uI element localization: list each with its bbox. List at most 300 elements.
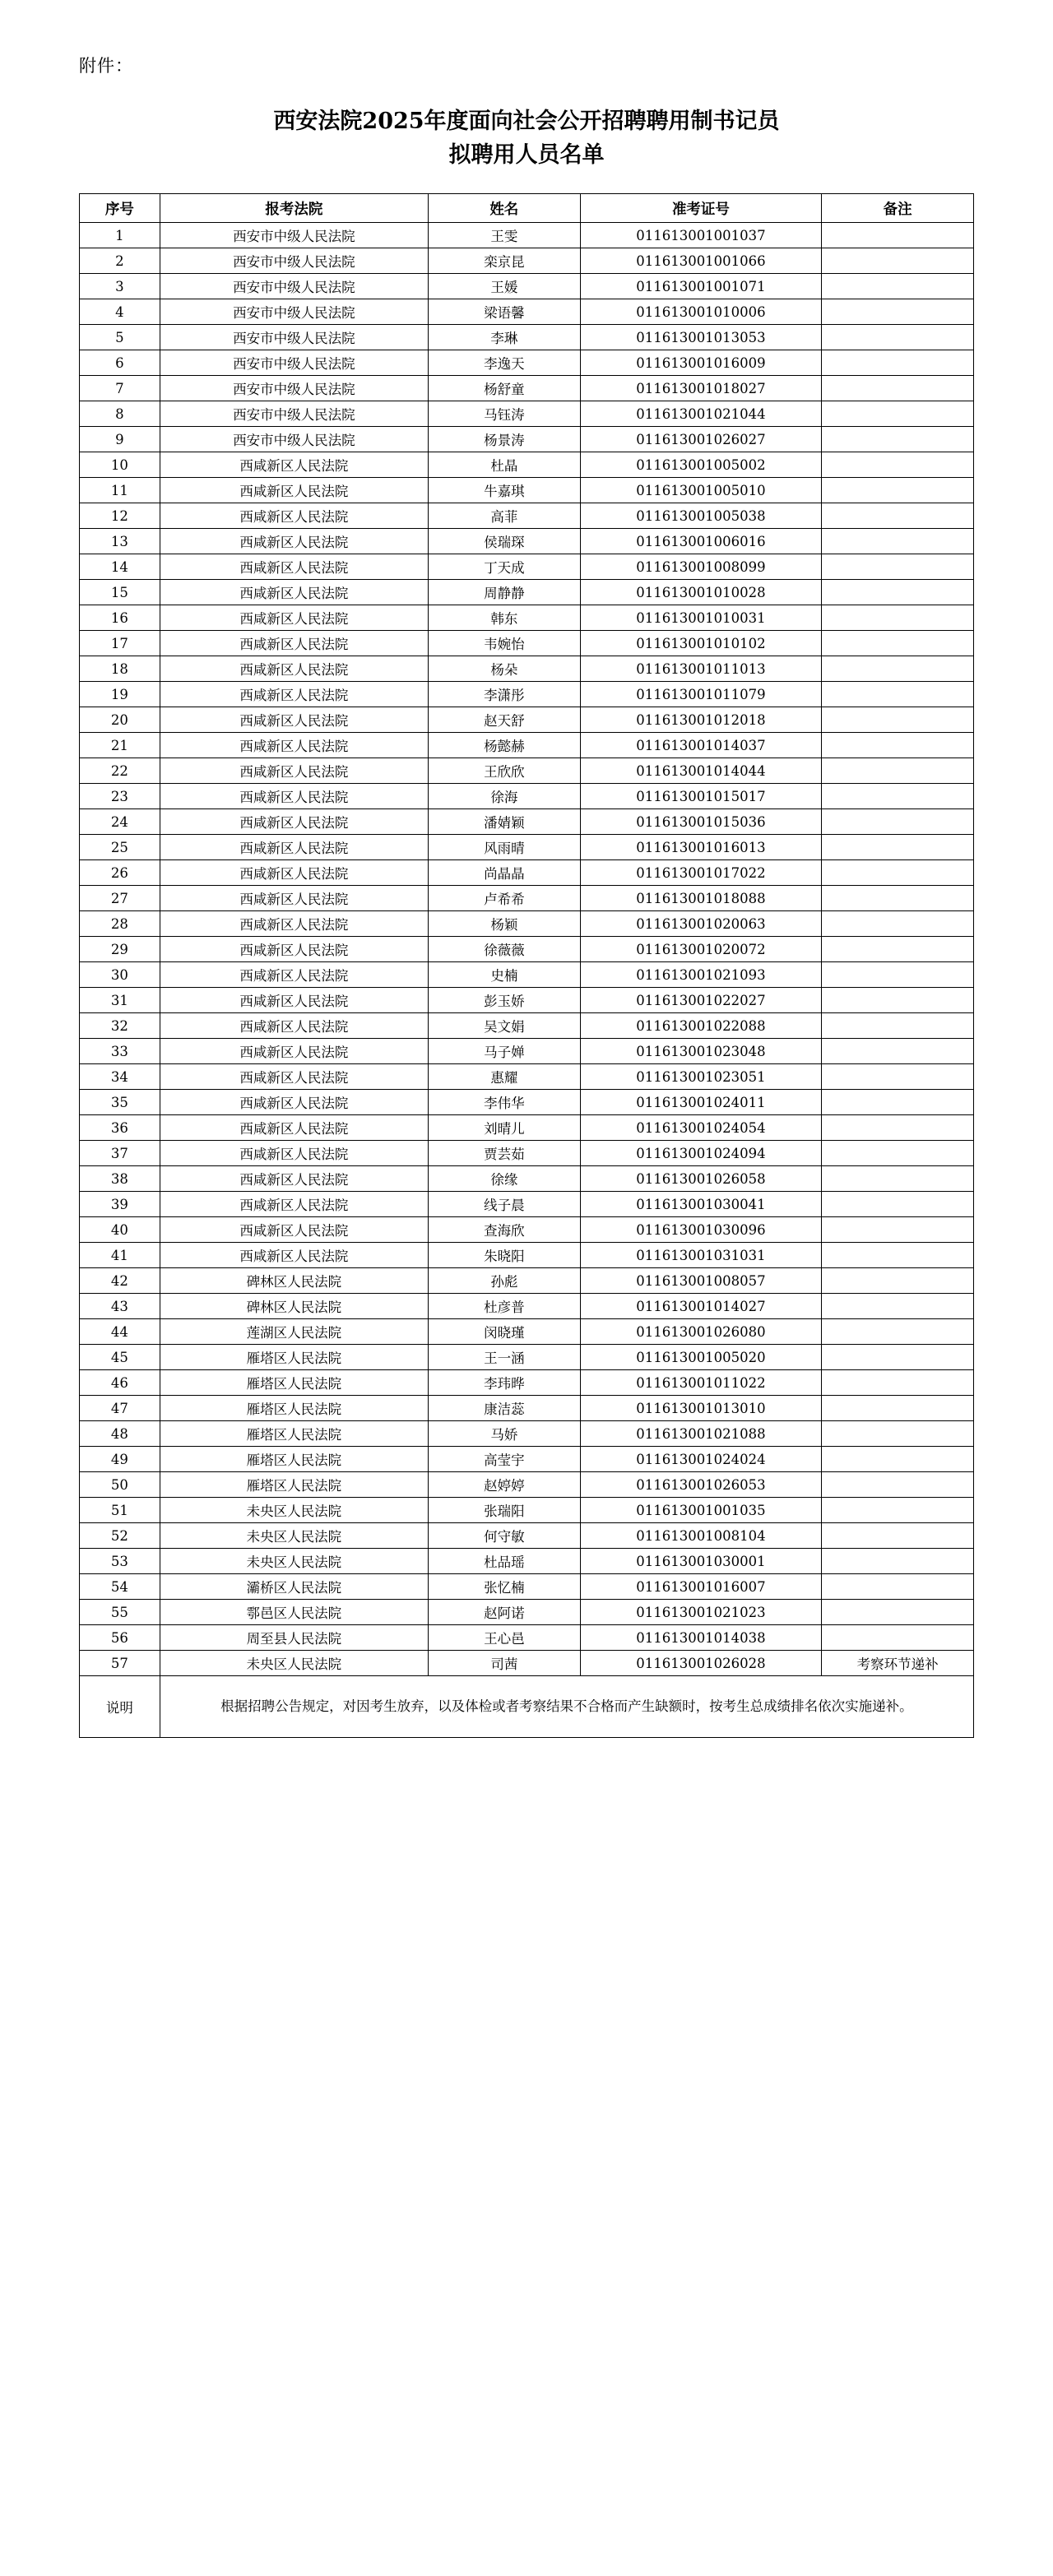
row-note — [822, 1192, 974, 1217]
row-ticket: 011613001023048 — [580, 1039, 821, 1064]
row-court: 雁塔区人民法院 — [160, 1421, 428, 1447]
row-court: 碑林区人民法院 — [160, 1268, 428, 1294]
row-note — [822, 554, 974, 580]
row-index: 24 — [80, 809, 160, 835]
table-row — [80, 733, 974, 758]
footnote-label: 说明 — [80, 1676, 160, 1738]
row-name: 杨颖 — [428, 911, 580, 937]
column-header-index: 序号 — [80, 194, 160, 223]
row-name: 杜品瑶 — [428, 1549, 580, 1574]
row-court: 西安市中级人民法院 — [160, 223, 428, 248]
row-note — [822, 1141, 974, 1166]
table-row — [80, 1370, 974, 1396]
row-court: 西咸新区人民法院 — [160, 554, 428, 580]
table-row — [80, 580, 974, 605]
footnote-text: 根据招聘公告规定，对因考生放弃，以及体检或者考察结果不合格而产生缺额时，按考生总成绩排名依次实施递补。 — [160, 1676, 973, 1738]
row-name: 潘婧颖 — [428, 809, 580, 835]
attachment-label: 附件： — [79, 56, 133, 76]
row-court: 西咸新区人民法院 — [160, 809, 428, 835]
row-ticket: 011613001012018 — [580, 707, 821, 733]
row-name: 李玮晔 — [428, 1370, 580, 1396]
row-name: 朱晓阳 — [428, 1243, 580, 1268]
row-note — [822, 656, 974, 682]
table-row — [80, 1421, 974, 1447]
column-header-court: 报考法院 — [160, 194, 428, 223]
table-row — [80, 1523, 974, 1549]
row-note — [822, 784, 974, 809]
row-index: 52 — [80, 1523, 160, 1549]
row-note — [822, 274, 974, 299]
row-court: 西安市中级人民法院 — [160, 248, 428, 274]
row-index: 15 — [80, 580, 160, 605]
row-court: 西安市中级人民法院 — [160, 299, 428, 325]
column-header-name: 姓名 — [428, 194, 580, 223]
row-ticket: 011613001014038 — [580, 1625, 821, 1651]
row-index: 4 — [80, 299, 160, 325]
table-row — [80, 758, 974, 784]
row-court: 西咸新区人民法院 — [160, 1115, 428, 1141]
row-index: 57 — [80, 1651, 160, 1676]
table-row — [80, 452, 974, 478]
table-row — [80, 376, 974, 401]
row-name: 徐海 — [428, 784, 580, 809]
row-name: 徐缘 — [428, 1166, 580, 1192]
table-row — [80, 1013, 974, 1039]
row-index: 45 — [80, 1345, 160, 1370]
row-name: 李潇彤 — [428, 682, 580, 707]
row-ticket: 011613001024024 — [580, 1447, 821, 1472]
row-name: 马子婵 — [428, 1039, 580, 1064]
row-note — [822, 860, 974, 886]
row-name: 梁语馨 — [428, 299, 580, 325]
row-index: 42 — [80, 1268, 160, 1294]
table-row — [80, 274, 974, 299]
row-name: 风雨晴 — [428, 835, 580, 860]
table-row — [80, 1574, 974, 1600]
table-row — [80, 1064, 974, 1090]
row-name: 王心邑 — [428, 1625, 580, 1651]
row-name: 牛嘉琪 — [428, 478, 580, 503]
row-court: 雁塔区人民法院 — [160, 1370, 428, 1396]
row-court: 西安市中级人民法院 — [160, 427, 428, 452]
row-name: 李琳 — [428, 325, 580, 350]
row-ticket: 011613001005020 — [580, 1345, 821, 1370]
row-court: 雁塔区人民法院 — [160, 1345, 428, 1370]
page-title — [141, 105, 912, 172]
table-row — [80, 911, 974, 937]
row-name: 韩东 — [428, 605, 580, 631]
row-index: 39 — [80, 1192, 160, 1217]
row-name: 栾京昆 — [428, 248, 580, 274]
row-note — [822, 503, 974, 529]
row-court: 碑林区人民法院 — [160, 1294, 428, 1319]
row-index: 49 — [80, 1447, 160, 1472]
row-name: 李伟华 — [428, 1090, 580, 1115]
row-court: 西咸新区人民法院 — [160, 529, 428, 554]
row-court: 西咸新区人民法院 — [160, 860, 428, 886]
row-name: 丁天成 — [428, 554, 580, 580]
row-note — [822, 1370, 974, 1396]
row-court: 西安市中级人民法院 — [160, 274, 428, 299]
table-row — [80, 988, 974, 1013]
row-name: 杨懿赫 — [428, 733, 580, 758]
row-ticket: 011613001020063 — [580, 911, 821, 937]
row-note — [822, 1013, 974, 1039]
row-name: 尚晶晶 — [428, 860, 580, 886]
row-court: 未央区人民法院 — [160, 1549, 428, 1574]
row-name: 彭玉娇 — [428, 988, 580, 1013]
row-ticket: 011613001001037 — [580, 223, 821, 248]
row-name: 卢希希 — [428, 886, 580, 911]
row-note — [822, 1523, 974, 1549]
row-ticket: 011613001001066 — [580, 248, 821, 274]
row-court: 周至县人民法院 — [160, 1625, 428, 1651]
row-index: 54 — [80, 1574, 160, 1600]
table-row — [80, 427, 974, 452]
row-index: 43 — [80, 1294, 160, 1319]
row-ticket: 011613001008099 — [580, 554, 821, 580]
row-ticket: 011613001017022 — [580, 860, 821, 886]
row-ticket: 011613001020072 — [580, 937, 821, 962]
row-ticket: 011613001010031 — [580, 605, 821, 631]
table-row — [80, 1498, 974, 1523]
column-header-note: 备注 — [822, 194, 974, 223]
row-index: 16 — [80, 605, 160, 631]
row-ticket: 011613001021088 — [580, 1421, 821, 1447]
row-name: 康洁蕊 — [428, 1396, 580, 1421]
row-name: 刘晴儿 — [428, 1115, 580, 1141]
roster-body — [80, 223, 974, 1676]
row-index: 8 — [80, 401, 160, 427]
row-note: 考察环节递补 — [822, 1651, 974, 1676]
row-index: 20 — [80, 707, 160, 733]
row-note — [822, 733, 974, 758]
table-row — [80, 1345, 974, 1370]
row-index: 28 — [80, 911, 160, 937]
row-name: 史楠 — [428, 962, 580, 988]
row-index: 18 — [80, 656, 160, 682]
row-ticket: 011613001005038 — [580, 503, 821, 529]
row-index: 3 — [80, 274, 160, 299]
row-court: 西咸新区人民法院 — [160, 707, 428, 733]
row-note — [822, 1090, 974, 1115]
table-row — [80, 1090, 974, 1115]
row-note — [822, 580, 974, 605]
row-ticket: 011613001030041 — [580, 1192, 821, 1217]
row-ticket: 011613001010028 — [580, 580, 821, 605]
row-index: 14 — [80, 554, 160, 580]
table-row — [80, 835, 974, 860]
row-note — [822, 427, 974, 452]
table-row — [80, 1651, 974, 1676]
row-court: 西咸新区人民法院 — [160, 886, 428, 911]
row-index: 48 — [80, 1421, 160, 1447]
table-row — [80, 299, 974, 325]
row-ticket: 011613001030001 — [580, 1549, 821, 1574]
row-name: 孙彪 — [428, 1268, 580, 1294]
row-note — [822, 631, 974, 656]
row-court: 西咸新区人民法院 — [160, 733, 428, 758]
row-ticket: 011613001008104 — [580, 1523, 821, 1549]
row-court: 西咸新区人民法院 — [160, 656, 428, 682]
row-name: 赵阿诺 — [428, 1600, 580, 1625]
table-row — [80, 1268, 974, 1294]
row-index: 25 — [80, 835, 160, 860]
row-index: 13 — [80, 529, 160, 554]
row-name: 马娇 — [428, 1421, 580, 1447]
row-note — [822, 758, 974, 784]
row-court: 西咸新区人民法院 — [160, 1192, 428, 1217]
row-index: 47 — [80, 1396, 160, 1421]
table-row — [80, 1294, 974, 1319]
row-ticket: 011613001011079 — [580, 682, 821, 707]
row-note — [822, 1447, 974, 1472]
table-row — [80, 605, 974, 631]
table-row — [80, 1549, 974, 1574]
table-row — [80, 631, 974, 656]
row-name: 杨朵 — [428, 656, 580, 682]
row-court: 未央区人民法院 — [160, 1498, 428, 1523]
table-row — [80, 962, 974, 988]
table-row — [80, 809, 974, 835]
row-note — [822, 809, 974, 835]
row-ticket: 011613001024094 — [580, 1141, 821, 1166]
row-index: 22 — [80, 758, 160, 784]
row-ticket: 011613001026080 — [580, 1319, 821, 1345]
row-name: 赵天舒 — [428, 707, 580, 733]
row-ticket: 011613001015036 — [580, 809, 821, 835]
row-court: 雁塔区人民法院 — [160, 1472, 428, 1498]
table-row — [80, 656, 974, 682]
row-court: 西咸新区人民法院 — [160, 1141, 428, 1166]
row-index: 21 — [80, 733, 160, 758]
row-note — [822, 1574, 974, 1600]
table-row — [80, 1141, 974, 1166]
row-name: 王雯 — [428, 223, 580, 248]
table-row — [80, 784, 974, 809]
row-note — [822, 911, 974, 937]
row-name: 线子晨 — [428, 1192, 580, 1217]
row-note — [822, 1498, 974, 1523]
row-note — [822, 1625, 974, 1651]
row-index: 31 — [80, 988, 160, 1013]
row-name: 杨舒童 — [428, 376, 580, 401]
row-court: 莲湖区人民法院 — [160, 1319, 428, 1345]
row-note — [822, 1472, 974, 1498]
row-ticket: 011613001021023 — [580, 1600, 821, 1625]
row-court: 西安市中级人民法院 — [160, 325, 428, 350]
row-court: 雁塔区人民法院 — [160, 1447, 428, 1472]
row-index: 55 — [80, 1600, 160, 1625]
row-name: 王一涵 — [428, 1345, 580, 1370]
row-court: 西咸新区人民法院 — [160, 503, 428, 529]
table-row — [80, 937, 974, 962]
row-name: 杨景涛 — [428, 427, 580, 452]
row-court: 未央区人民法院 — [160, 1651, 428, 1676]
row-ticket: 011613001023051 — [580, 1064, 821, 1090]
row-name: 吴文娟 — [428, 1013, 580, 1039]
row-name: 惠耀 — [428, 1064, 580, 1090]
row-index: 6 — [80, 350, 160, 376]
row-name: 张忆楠 — [428, 1574, 580, 1600]
row-index: 37 — [80, 1141, 160, 1166]
table-row — [80, 682, 974, 707]
row-note — [822, 988, 974, 1013]
row-index: 30 — [80, 962, 160, 988]
row-ticket: 011613001031031 — [580, 1243, 821, 1268]
row-court: 西咸新区人民法院 — [160, 911, 428, 937]
row-court: 西咸新区人民法院 — [160, 452, 428, 478]
table-row — [80, 860, 974, 886]
row-ticket: 011613001030096 — [580, 1217, 821, 1243]
table-row — [80, 478, 974, 503]
row-name: 闵晓瑾 — [428, 1319, 580, 1345]
table-row — [80, 350, 974, 376]
row-court: 西安市中级人民法院 — [160, 401, 428, 427]
row-name: 司茜 — [428, 1651, 580, 1676]
row-name: 杜晶 — [428, 452, 580, 478]
row-ticket: 011613001018088 — [580, 886, 821, 911]
row-note — [822, 376, 974, 401]
row-index: 36 — [80, 1115, 160, 1141]
row-index: 38 — [80, 1166, 160, 1192]
column-header-ticket: 准考证号 — [580, 194, 821, 223]
row-ticket: 011613001005002 — [580, 452, 821, 478]
table-row — [80, 1447, 974, 1472]
row-ticket: 011613001014027 — [580, 1294, 821, 1319]
row-name: 张瑞阳 — [428, 1498, 580, 1523]
row-note — [822, 1268, 974, 1294]
row-ticket: 011613001021044 — [580, 401, 821, 427]
row-ticket: 011613001016009 — [580, 350, 821, 376]
row-note — [822, 886, 974, 911]
row-index: 12 — [80, 503, 160, 529]
row-ticket: 011613001006016 — [580, 529, 821, 554]
row-index: 11 — [80, 478, 160, 503]
row-note — [822, 937, 974, 962]
table-row — [80, 1243, 974, 1268]
row-name: 何守敏 — [428, 1523, 580, 1549]
row-index: 35 — [80, 1090, 160, 1115]
row-note — [822, 350, 974, 376]
row-ticket: 011613001024011 — [580, 1090, 821, 1115]
row-name: 马钰涛 — [428, 401, 580, 427]
row-name: 杜彦普 — [428, 1294, 580, 1319]
table-row — [80, 223, 974, 248]
row-index: 41 — [80, 1243, 160, 1268]
row-ticket: 011613001018027 — [580, 376, 821, 401]
row-note — [822, 1421, 974, 1447]
row-court: 西咸新区人民法院 — [160, 1090, 428, 1115]
row-court: 西咸新区人民法院 — [160, 605, 428, 631]
row-ticket: 011613001013010 — [580, 1396, 821, 1421]
row-note — [822, 1166, 974, 1192]
row-name: 赵婷婷 — [428, 1472, 580, 1498]
table-row — [80, 325, 974, 350]
row-name: 高菲 — [428, 503, 580, 529]
row-index: 27 — [80, 886, 160, 911]
row-ticket: 011613001010006 — [580, 299, 821, 325]
row-note — [822, 325, 974, 350]
row-name: 王媛 — [428, 274, 580, 299]
table-row — [80, 1396, 974, 1421]
row-note — [822, 1115, 974, 1141]
row-index: 44 — [80, 1319, 160, 1345]
row-index: 17 — [80, 631, 160, 656]
table-row — [80, 1192, 974, 1217]
row-note — [822, 1064, 974, 1090]
row-ticket: 011613001005010 — [580, 478, 821, 503]
row-ticket: 011613001001071 — [580, 274, 821, 299]
table-row — [80, 886, 974, 911]
row-index: 46 — [80, 1370, 160, 1396]
row-index: 50 — [80, 1472, 160, 1498]
table-row — [80, 248, 974, 274]
row-ticket: 011613001021093 — [580, 962, 821, 988]
row-ticket: 011613001013053 — [580, 325, 821, 350]
row-note — [822, 835, 974, 860]
row-note — [822, 962, 974, 988]
row-note — [822, 529, 974, 554]
table-row — [80, 1319, 974, 1345]
table-row — [80, 1166, 974, 1192]
table-row — [80, 1472, 974, 1498]
table-row — [80, 1115, 974, 1141]
row-court: 鄠邑区人民法院 — [160, 1600, 428, 1625]
row-index: 32 — [80, 1013, 160, 1039]
row-index: 10 — [80, 452, 160, 478]
row-index: 34 — [80, 1064, 160, 1090]
row-index: 26 — [80, 860, 160, 886]
row-index: 7 — [80, 376, 160, 401]
row-note — [822, 707, 974, 733]
row-ticket: 011613001022027 — [580, 988, 821, 1013]
row-index: 40 — [80, 1217, 160, 1243]
row-court: 西咸新区人民法院 — [160, 1217, 428, 1243]
row-note — [822, 478, 974, 503]
row-note — [822, 1217, 974, 1243]
row-ticket: 011613001026053 — [580, 1472, 821, 1498]
row-ticket: 011613001015017 — [580, 784, 821, 809]
row-note — [822, 452, 974, 478]
row-ticket: 011613001011022 — [580, 1370, 821, 1396]
row-name: 李逸天 — [428, 350, 580, 376]
row-ticket: 011613001014037 — [580, 733, 821, 758]
row-index: 33 — [80, 1039, 160, 1064]
row-index: 23 — [80, 784, 160, 809]
table-row — [80, 1600, 974, 1625]
row-court: 西咸新区人民法院 — [160, 1039, 428, 1064]
table-row — [80, 503, 974, 529]
row-name: 贾芸茹 — [428, 1141, 580, 1166]
row-ticket: 011613001011013 — [580, 656, 821, 682]
row-note — [822, 1396, 974, 1421]
row-court: 西咸新区人民法院 — [160, 478, 428, 503]
row-note — [822, 1039, 974, 1064]
row-note — [822, 223, 974, 248]
row-ticket: 011613001001035 — [580, 1498, 821, 1523]
table-row — [80, 529, 974, 554]
row-ticket: 011613001010102 — [580, 631, 821, 656]
row-ticket: 011613001022088 — [580, 1013, 821, 1039]
row-note — [822, 299, 974, 325]
row-note — [822, 1319, 974, 1345]
row-name: 王欣欣 — [428, 758, 580, 784]
footnote-row — [80, 1676, 974, 1738]
row-note — [822, 1243, 974, 1268]
row-court: 西咸新区人民法院 — [160, 758, 428, 784]
row-note — [822, 248, 974, 274]
